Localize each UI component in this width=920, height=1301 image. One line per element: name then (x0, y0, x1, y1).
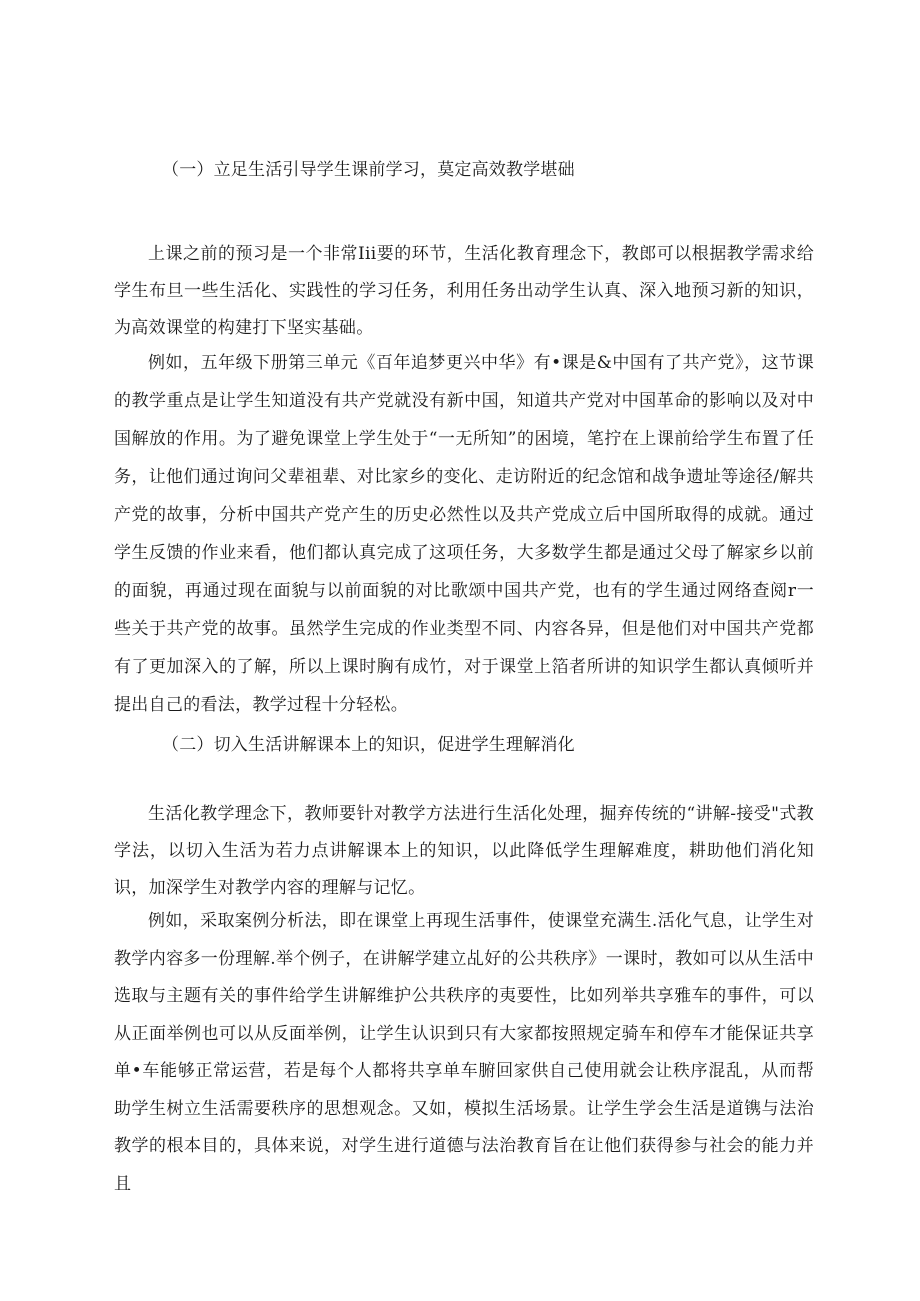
paragraph-4: 例如，采取案例分析法，即在课堂上再现生活事件，使课堂充满生.活化气息，让学生对教学内容多一份理解.举个例子，在讲解学建立乩好的公共秩序》一课时，教如可以从生活中选取与主题有关的事件给学生讲解维护公共秩序的夷要性，比如列举共享雅车的事件，可以从正面举例也可以从反面举例，让学生认识到只有大家都按照规定骑车和停车才能保证共享单•车能够正常运营，若是每个人都将共享单车腑回家供自己使用就会让秩序混乱，从而帮助学生树立生活需要秩序的思想观念。又如，模拟生活场景。让学生学会生活是道镌与法治教学的根本目的，具体来说，对学生进行道德与法治教育旨在让他们获得参与社会的能力并且 (114, 911, 814, 1194)
section-heading-2: （二）切入生活讲解课本上的知识，促进学生理解消化 (162, 735, 575, 755)
paragraph-3: 生活化教学理念下，教师要针对教学方法进行生活化处理，掘弃传统的“讲解-接受"式教学法，以切入生活为若力点讲解课本上的知识，以此降低学生理解难度，耕助他们消化知识，加深学生对教学内容的理解与记忆。 (114, 804, 814, 898)
section-heading-1: （一）立足生活引导学生课前学习，莫定高效教学堪础 (162, 160, 575, 180)
paragraph-2: 例如，五年级下册第三单元《百年追梦更兴中华》有•课是&中国有了共产党》，这节课的教学重点是让学生知道没有共产党就没有新中国，知道共产党对中国革命的影响以及对中国解放的作用。为了避免课堂上学生处于“一无所知”的困境，笔拧在上课前给学生布置了任务，让他们通过询问父辈祖辈、对比家乡的变化、走访附近的纪念馆和战争遗址等途径/解共产党的故事，分析中国共产党产生的历史必然性以及共产党成立后中国所取得的成就。通过学生反馈的作业来看，他们都认真完成了这项任务，大多数学生都是通过父母了解家乡以前的面貌，再通过现在面貌与以前面貌的对比歌颂中国共产党，也有的学生通过网络查阅r一些关于共产党的故事。虽然学生完成的作业类型不同、内容各异，但是他们对中国共产党都有了更加深入的了解，所以上课时胸有成竹，对于课堂上箔者所讲的知识学生都认真倾听并提出自己的看法，教学过程十分轻松。 (114, 353, 814, 715)
paragraph-1: 上课之前的预习是一个非常Iii要的环节，生活化教育理念下，教郎可以根据教学需求给学生布旦一些生活化、实践性的学习任务，利用任务出动学生认真、深入地预习新的知识，为高效课堂的构建打下坚实基础。 (114, 244, 814, 338)
